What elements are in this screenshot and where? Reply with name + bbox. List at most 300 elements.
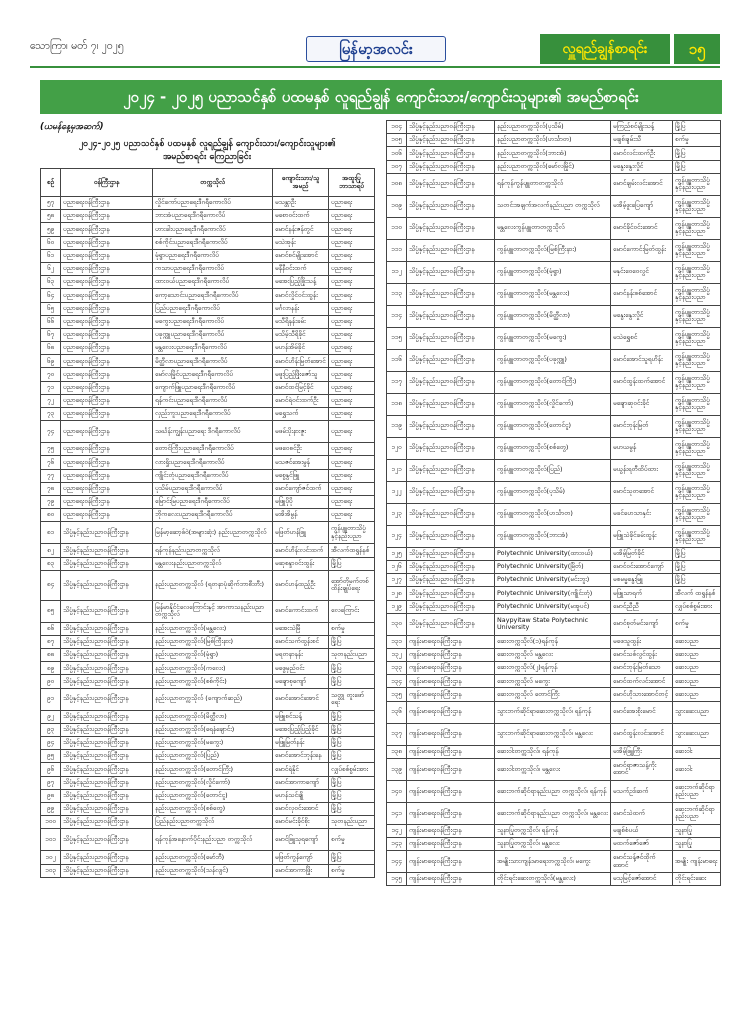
cell-university: သတင်းအချက်အလက်နည်းပညာ တက္ကသိုလ် bbox=[495, 195, 611, 217]
cell-no: ၁၀၄ bbox=[387, 121, 407, 134]
table-row bbox=[41, 342, 375, 355]
cell-major: မြို့ပြ bbox=[329, 710, 375, 723]
cell-ministry: ကျန်းမာရေးဝန်ကြီးဌာန bbox=[407, 758, 495, 780]
cell-ministry: ပညာရေးဝန်ကြီးဌာန bbox=[61, 482, 153, 495]
table-row bbox=[387, 780, 721, 802]
cell-major: ကွန်ပျူတာသိပ္ပံ နှင့်နည်းပညာ bbox=[673, 173, 721, 195]
cell-major: စက်မှု bbox=[329, 622, 375, 635]
cell-ministry: သိပ္ပံနှင့်နည်းပညာဝန်ကြီးဌာန bbox=[61, 635, 153, 648]
cell-university: နည်းပညာတက္ကသိုလ် (ကျောက်ဆည်) bbox=[153, 688, 273, 710]
cell-student: မောင်ညီညီ bbox=[611, 600, 673, 613]
left-column bbox=[40, 120, 374, 878]
cell-major: ပညာရေး bbox=[329, 223, 375, 236]
cell-student: မောင်သုတအောင် bbox=[611, 481, 673, 503]
cell-university: နည်းပညာတက္ကသိုလ်(ဘားအံ) bbox=[495, 147, 611, 160]
cell-student: မခင်ဟေသာနှင်း bbox=[611, 503, 673, 525]
cell-student: မောင်နန်းဇန်တွင် bbox=[273, 223, 329, 236]
cell-major: ကွန်ပျူတာသိပ္ပံ နှင့်နည်းပညာ bbox=[673, 437, 721, 459]
cell-university: နည်းပညာတက္ကသိုလ်(စစ်ကိုင်း) bbox=[153, 675, 273, 688]
cell-ministry: သိပ္ပံနှင့်နည်းပညာဝန်ကြီးဌာန bbox=[61, 763, 153, 776]
cell-student: မောင်ဖြူသုရကျော် bbox=[273, 829, 329, 851]
table-row bbox=[41, 802, 375, 815]
table-row bbox=[387, 547, 721, 560]
cell-major: မြို့ပြ bbox=[673, 574, 721, 587]
cell-university: Polytechnic University(ထားဝယ်) bbox=[495, 547, 611, 560]
cell-no: ၁၃၁ bbox=[387, 635, 407, 648]
cell-university: နည်းပညာတက္ကသိုလ်(တောင်ငူ) bbox=[153, 789, 273, 802]
cell-student: မောင်ဝင်းအောင်ကျော် bbox=[611, 560, 673, 573]
cell-ministry: သိပ္ပံနှင့်နည်းပညာဝန်ကြီးဌာန bbox=[407, 327, 495, 349]
cell-no: ၇၆ bbox=[41, 456, 61, 469]
col-header-university: တက္ကသိုလ် bbox=[153, 169, 273, 197]
cell-student: မသက်ဥဒ်ဆက် bbox=[611, 780, 673, 802]
cell-major: ပညာရေး bbox=[329, 381, 375, 394]
cell-major: ကွန်ပျူတာသိပ္ပံ နှင့်နည်းပညာ bbox=[673, 239, 721, 261]
cell-student: မဆုစန္ဒာဝင်းထွန်း bbox=[273, 557, 329, 570]
cell-ministry: ကျန်းမာရေးဝန်ကြီးဌာန bbox=[407, 635, 495, 648]
cell-no: ၁၀၂ bbox=[41, 851, 61, 864]
table-row bbox=[41, 276, 375, 289]
cell-major: ကွန်ပျူတာသိပ္ပံ နှင့်နည်းပညာ bbox=[673, 305, 721, 327]
cell-university: မန္တလေးပညာရေးဒီဂရီကောလိပ် bbox=[153, 342, 273, 355]
cell-ministry: သိပ္ပံနှင့်နည်းပညာဝန်ကြီးဌာန bbox=[407, 134, 495, 147]
cell-no: ၉၉ bbox=[41, 802, 61, 815]
cell-university: ကွန်ပျူတာတက္ကသိုလ်(လှိုင်ကော်) bbox=[495, 393, 611, 415]
cell-university: နည်းပညာတက္ကသိုလ်(ရေနံချောင်း) bbox=[153, 723, 273, 736]
cell-no: ၇၀ bbox=[41, 368, 61, 381]
list-heading bbox=[40, 138, 374, 164]
cell-university: မိတ္ထီလာပညာရေးဒီဂရီကောလိပ် bbox=[153, 355, 273, 368]
cell-ministry: ပညာရေးဝန်ကြီးဌာန bbox=[61, 223, 153, 236]
cell-major: သုတနည်းပညာ bbox=[329, 816, 375, 829]
cell-student: မောင်အေးစိုးမောင် bbox=[611, 701, 673, 723]
cell-major: ဆေးဝါး bbox=[673, 758, 721, 780]
cell-ministry: သိပ္ပံနှင့်နည်းပညာဝန်ကြီးဌာန bbox=[407, 195, 495, 217]
col-header-no: စဉ် bbox=[41, 169, 61, 197]
cell-ministry: ကျန်းမာရေးဝန်ကြီးဌာန bbox=[407, 851, 495, 873]
cell-major: အော်တိုမက်တစ် ထိန်းချုပ်ရေး bbox=[329, 570, 375, 600]
cell-ministry: ပညာရေးဝန်ကြီးဌာန bbox=[61, 328, 153, 341]
table-row bbox=[387, 459, 721, 481]
cell-university: တိုင်းရင်းဆေးတက္ကသိုလ်(မန္တလေး) bbox=[495, 873, 611, 886]
table-row bbox=[387, 349, 721, 371]
table-row bbox=[387, 481, 721, 503]
cell-major: ဆေးပညာ bbox=[673, 662, 721, 675]
cell-university: မန္တလေးကွန်ပျူတာတက္ကသိုလ် bbox=[495, 217, 611, 239]
cell-major: ကွန်ပျူတာသိပ္ပံ နှင့်နည်းပညာ bbox=[673, 525, 721, 547]
table-row bbox=[387, 851, 721, 873]
cell-student: မောင်အောင်ဘုန်းနေ bbox=[273, 750, 329, 763]
cell-student: မောင်ရဲဝင်းထက်ဦး bbox=[273, 394, 329, 407]
cell-major: ဆေးဘက်ဆိုင်ရာ နည်းပညာ bbox=[673, 780, 721, 802]
cell-major: ပညာရေး bbox=[329, 197, 375, 210]
cell-student: မသဇင်အေးမွန် bbox=[273, 456, 329, 469]
cell-major: ပညာရေး bbox=[329, 342, 375, 355]
table-row bbox=[387, 393, 721, 415]
cell-student: မောင်ရဲနိုင် bbox=[273, 763, 329, 776]
cell-student: မယွန်းရတီထိပ်ထား bbox=[611, 459, 673, 481]
table-row bbox=[41, 328, 375, 341]
cell-ministry: ကျန်းမာရေးဝန်ကြီးဌာန bbox=[407, 873, 495, 886]
cell-student: မောင်ဟန်ထည့်ဦး bbox=[273, 570, 329, 600]
cell-university: Polytechnic University(မအူပင်) bbox=[495, 600, 611, 613]
cell-major: ဆေးပညာ bbox=[673, 675, 721, 688]
cell-no: ၆၆ bbox=[41, 315, 61, 328]
table-header-row bbox=[41, 169, 375, 197]
cell-no: ၁၀၇ bbox=[387, 160, 407, 173]
cell-university: သင်္ဃန်းကျွန်းပညာရေး ဒီဂရီကောလိပ် bbox=[153, 421, 273, 443]
cell-student: မအိအိမွန် bbox=[273, 509, 329, 522]
table-row bbox=[41, 763, 375, 776]
table-row bbox=[387, 824, 721, 837]
cell-major: အမျိုး ကျန်းမာရေး bbox=[673, 851, 721, 873]
table-body-left bbox=[41, 197, 375, 878]
table-row bbox=[41, 662, 375, 675]
cell-student: မအိမ့်ဖြူကြီး bbox=[611, 745, 673, 758]
cell-no: ၆၄ bbox=[41, 289, 61, 302]
cell-no: ၁၀၅ bbox=[387, 134, 407, 147]
cell-student: မသန္တာဦး bbox=[273, 197, 329, 210]
cell-student: မချစ်ချမ်းသီ bbox=[611, 134, 673, 147]
cell-no: ၉၀ bbox=[41, 675, 61, 688]
table-row bbox=[41, 570, 375, 600]
cell-ministry: သိပ္ပံနှင့်နည်းပညာဝန်ကြီးဌာန bbox=[407, 217, 495, 239]
cell-student: မဖြူသဲခိုင်ခမ်းထွန်း bbox=[611, 525, 673, 547]
cell-no: ၁၁၂ bbox=[387, 261, 407, 283]
cell-university: မန္တလေးနည်းပညာတက္ကသိုလ် bbox=[153, 557, 273, 570]
cell-no: ၁၁၈ bbox=[387, 393, 407, 415]
cell-ministry: ကျန်းမာရေးဝန်ကြီးဌာန bbox=[407, 723, 495, 745]
cell-major: အီလက် ထရွန်နစ် bbox=[673, 587, 721, 600]
cell-student: မောင်သစ်လွင်ထွန်း bbox=[611, 648, 673, 661]
cell-no: ၁၂၀ bbox=[387, 437, 407, 459]
cell-ministry: သိပ္ပံနှင့်နည်းပညာဝန်ကြီးဌာန bbox=[407, 239, 495, 261]
table-row bbox=[387, 873, 721, 886]
cell-ministry: သိပ္ပံနှင့်နည်းပညာဝန်ကြီးဌာန bbox=[61, 802, 153, 815]
table-row bbox=[387, 305, 721, 327]
cell-ministry: ကျန်းမာရေးဝန်ကြီးဌာန bbox=[407, 838, 495, 851]
cell-ministry: သိပ္ပံနှင့်နည်းပညာဝန်ကြီးဌာန bbox=[61, 557, 153, 570]
cell-student: မောင်အောင်အောင် bbox=[273, 688, 329, 710]
table-row bbox=[387, 745, 721, 758]
table-body-right bbox=[387, 121, 721, 886]
cell-major: ပညာရေး bbox=[329, 408, 375, 421]
table-row bbox=[387, 600, 721, 613]
cell-major: မြို့ပြ bbox=[673, 547, 721, 560]
cell-ministry: သိပ္ပံနှင့်နည်းပညာဝန်ကြီးဌာန bbox=[61, 544, 153, 557]
table-row bbox=[387, 648, 721, 661]
awardee-table-right bbox=[386, 120, 721, 886]
cell-no: ၁၃၂ bbox=[387, 648, 407, 661]
cell-student: မချောဆုဝင်းခိုင် bbox=[611, 393, 673, 415]
cell-no: ၁၂၈ bbox=[387, 587, 407, 600]
table-row bbox=[387, 173, 721, 195]
cell-ministry: ပညာရေးဝန်ကြီးဌာန bbox=[61, 469, 153, 482]
table-row bbox=[41, 197, 375, 210]
cell-no: ၆၃ bbox=[41, 276, 61, 289]
cell-student: မောင်ဟိန်းမြတ်အောင် bbox=[273, 355, 329, 368]
cell-ministry: ပညာရေးဝန်ကြီးဌာန bbox=[61, 249, 153, 262]
cell-student: မသဲအုန်း bbox=[273, 236, 329, 249]
cell-university: မြန်မာ့ဆော့ဖ်ဝဲ(အများဆုံး) နည်းပညာတက္ကသိုလ် bbox=[153, 522, 273, 544]
cell-university: Polytechnic University(မြိတ်) bbox=[495, 560, 611, 573]
cell-student: မချစ်စံပယ် bbox=[611, 824, 673, 837]
cell-student: မောင်ကျော်ဇင်ထက် bbox=[273, 482, 329, 495]
cell-no: ၉၈ bbox=[41, 789, 61, 802]
cell-ministry: သိပ္ပံနှင့်နည်းပညာဝန်ကြီးဌာန bbox=[61, 789, 153, 802]
cell-no: ၇၁ bbox=[41, 381, 61, 394]
table-row bbox=[41, 408, 375, 421]
table-row bbox=[41, 210, 375, 223]
cell-major: သွားဆေးပညာ bbox=[673, 723, 721, 745]
cell-ministry: သိပ္ပံနှင့်နည်းပညာဝန်ကြီးဌာန bbox=[407, 481, 495, 503]
cell-no: ၇၂ bbox=[41, 394, 61, 407]
cell-student: မကြည်စင်မျိုးသန့် bbox=[611, 121, 673, 134]
cell-no: ၅၉ bbox=[41, 223, 61, 236]
table-row bbox=[41, 495, 375, 508]
cell-major: ဆေးပညာ bbox=[673, 688, 721, 701]
cell-ministry: သိပ္ပံနှင့်နည်းပညာဝန်ကြီးဌာန bbox=[407, 349, 495, 371]
cell-no: ၅၈ bbox=[41, 210, 61, 223]
cell-major: ကွန်ပျူတာသိပ္ပံ နှင့်နည်းပညာ bbox=[673, 393, 721, 415]
cell-university: လားရှိုးပညာရေးဒီဂရီကောလိပ် bbox=[153, 456, 273, 469]
cell-major: ပညာရေး bbox=[329, 394, 375, 407]
cell-student: မဟန်အိမ်ခိုင် bbox=[273, 342, 329, 355]
cell-student: မနီနီဝင်းထက် bbox=[273, 262, 329, 275]
cell-no: ၉၂ bbox=[41, 710, 61, 723]
cell-no: ၁၄၃ bbox=[387, 838, 407, 851]
cell-university: ဆေးဘက်ဆိုင်ရာနည်းပညာ တက္ကသိုလ်၊ မန္တလေး bbox=[495, 802, 611, 824]
cell-student: မောင်ဘုန်းမြတ်သော bbox=[611, 662, 673, 675]
cell-ministry: သိပ္ပံနှင့်နည်းပညာဝန်ကြီးဌာန bbox=[61, 675, 153, 688]
cell-university: နည်းပညာတက္ကသိုလ်(လှိုင်ကော်) bbox=[153, 776, 273, 789]
table-row bbox=[387, 261, 721, 283]
table-row bbox=[387, 635, 721, 648]
table-row bbox=[41, 776, 375, 789]
cell-university: သူနာပြုတက္ကသိုလ်၊ မန္တလေး bbox=[495, 838, 611, 851]
cell-university: နည်းပညာတက္ကသိုလ်(မြစ်ကြီးနား) bbox=[153, 635, 273, 648]
cell-major: သူနာပြု bbox=[673, 838, 721, 851]
cell-no: ၁၂၄ bbox=[387, 525, 407, 547]
cell-ministry: ပညာရေးဝန်ကြီးဌာန bbox=[61, 421, 153, 443]
cell-no: ၇၃ bbox=[41, 408, 61, 421]
cell-no: ၁၂၇ bbox=[387, 574, 407, 587]
cell-university: Naypyitaw State Polytechnic University bbox=[495, 613, 611, 635]
cell-student: မချောစုကျော် bbox=[273, 675, 329, 688]
table-row bbox=[41, 649, 375, 662]
cell-student: မဖြူသာရက် bbox=[611, 587, 673, 600]
cell-university: ကျိုင်းတုံပညာရေးဒီဂရီကောလိပ် bbox=[153, 469, 273, 482]
cell-major: မြို့ပြ bbox=[329, 723, 375, 736]
table-row bbox=[41, 289, 375, 302]
cell-student: မောင်လှဝင်းအောင် bbox=[273, 802, 329, 815]
cell-student: မဖဝေစင်ဦး bbox=[273, 443, 329, 456]
cell-ministry: ကျန်းမာရေးဝန်ကြီးဌာန bbox=[407, 675, 495, 688]
cell-university: ရန်ကင်းပညာရေးဒီဂရီကောလိပ် bbox=[153, 394, 273, 407]
cell-no: ၁၂၃ bbox=[387, 503, 407, 525]
cell-university: Polytechnic University(ကျိုင်းတုံ) bbox=[495, 587, 611, 600]
cell-university: နည်းပညာတက္ကသိုလ်(မော်ဘီ) bbox=[153, 851, 273, 864]
cell-no: ၉၅ bbox=[41, 750, 61, 763]
cell-major: ကွန်ပျူတာသိပ္ပံ နှင့်နည်းပညာ bbox=[673, 459, 721, 481]
cell-ministry: ပညာရေးဝန်ကြီးဌာန bbox=[61, 315, 153, 328]
cell-university: ဆေးဝါးတက္ကသိုလ်၊ ရန်ကုန် bbox=[495, 745, 611, 758]
cell-no: ၈၈ bbox=[41, 649, 61, 662]
cell-ministry: သိပ္ပံနှင့်နည်းပညာဝန်ကြီးဌာန bbox=[407, 393, 495, 415]
cell-ministry: သိပ္ပံနှင့်နည်းပညာဝန်ကြီးဌာန bbox=[61, 816, 153, 829]
cell-major: တိုင်းရင်းဆေး bbox=[673, 873, 721, 886]
cell-student: မောင်ကောင်းမြတ်ထွန်း bbox=[611, 239, 673, 261]
cell-major: စက်မှု bbox=[329, 864, 375, 877]
cell-major: ကွန်ပျူတာသိပ္ပံ နှင့်နည်းပညာ bbox=[673, 415, 721, 437]
cell-university: ကွန်ပျူတာတက္ကသိုလ်(စစ်တွေ) bbox=[495, 437, 611, 459]
cell-no: ၅၇ bbox=[41, 197, 61, 210]
cell-no: ၈၇ bbox=[41, 635, 61, 648]
cell-university: မြန်မာနိုင်ငံလေကြောင်းနှင့် အာကာသနည်းပညာတက္ကသိုလ် bbox=[153, 600, 273, 622]
table-row bbox=[387, 239, 721, 261]
cell-ministry: သိပ္ပံနှင့်နည်းပညာဝန်ကြီးဌာန bbox=[407, 283, 495, 305]
cell-major: သွားဆေးပညာ bbox=[673, 701, 721, 723]
cell-student: မသိမ့်သီရိခိုင် bbox=[273, 328, 329, 341]
cell-no: ၁၃၀ bbox=[387, 613, 407, 635]
table-row bbox=[41, 675, 375, 688]
cell-major: ကွန်ပျူတာသိပ္ပံ နှင့်နည်းပညာ bbox=[673, 481, 721, 503]
cell-no: ၇၈ bbox=[41, 482, 61, 495]
cell-major: ပညာရေး bbox=[329, 355, 375, 368]
cell-ministry: သိပ္ပံနှင့်နည်းပညာဝန်ကြီးဌာန bbox=[407, 587, 495, 600]
cell-no: ၁၄၀ bbox=[387, 780, 407, 802]
cell-student: မနွေးနွေးလှိုင် bbox=[611, 305, 673, 327]
cell-no: ၈၃ bbox=[41, 557, 61, 570]
cell-ministry: သိပ္ပံနှင့်နည်းပညာဝန်ကြီးဌာန bbox=[407, 560, 495, 573]
cell-no: ၁၀၁ bbox=[41, 829, 61, 851]
cell-ministry: ပညာရေးဝန်ကြီးဌာန bbox=[61, 236, 153, 249]
cell-student: မဖြတ်ဟန်ဖြူ bbox=[273, 522, 329, 544]
cell-no: ၁၂၁ bbox=[387, 459, 407, 481]
cell-university: ဘိုကလေးပညာရေးဒီဂရီကောလိပ် bbox=[153, 509, 273, 522]
cell-major: မြို့ပြ bbox=[673, 147, 721, 160]
cell-student: မောင်သဲထက် bbox=[611, 802, 673, 824]
cell-major: ကွန်ပျူတာသိပ္ပံ နှင့်နည်းပညာ bbox=[673, 503, 721, 525]
cell-ministry: ကျန်းမာရေးဝန်ကြီးဌာန bbox=[407, 662, 495, 675]
table-row bbox=[41, 622, 375, 635]
cell-no: ၁၄၅ bbox=[387, 873, 407, 886]
cell-ministry: သိပ္ပံနှင့်နည်းပညာဝန်ကြီးဌာန bbox=[61, 750, 153, 763]
table-row bbox=[387, 613, 721, 635]
cell-university: ကွန်ပျူတာတက္ကသိုလ်(ပုသိမ်) bbox=[495, 481, 611, 503]
table-row bbox=[41, 829, 375, 851]
title-banner: ၂၀၂၄ - ၂၀၂၅ ပညာသင်နှစ် ပထမနှစ် လူရည်ချွန် ကျောင်းသား/ကျောင်းသူများ၏ အမည်စာရင်း bbox=[40, 80, 722, 114]
cell-student: မောင်စင်မျိုးအောင် bbox=[273, 249, 329, 262]
cell-university: ကွန်ပျူတာတက္ကသိုလ်(ဟင်္သာတ) bbox=[495, 503, 611, 525]
cell-ministry: ကျန်းမာရေးဝန်ကြီးဌာန bbox=[407, 688, 495, 701]
cell-major: ဆေးဘက်ဆိုင်ရာ နည်းပညာ bbox=[673, 802, 721, 824]
cell-ministry: ပညာရေးဝန်ကြီးဌာန bbox=[61, 456, 153, 469]
cell-no: ၆၅ bbox=[41, 302, 61, 315]
cell-major: မြို့ပြ bbox=[329, 750, 375, 763]
cell-no: ၁၀၉ bbox=[387, 195, 407, 217]
table-row bbox=[387, 147, 721, 160]
cell-major: ဆေးပညာ bbox=[673, 635, 721, 648]
table-row bbox=[387, 503, 721, 525]
table-row bbox=[387, 371, 721, 393]
cell-ministry: ကျန်းမာရေးဝန်ကြီးဌာန bbox=[407, 802, 495, 824]
cell-student: မောင်ချမ်းလင်းအောင် bbox=[611, 173, 673, 195]
cell-university: နည်းပညာတက္ကသိုလ်(မိတ္ထီလာ) bbox=[153, 710, 273, 723]
cell-no: ၁၀၈ bbox=[387, 173, 407, 195]
cell-no: ၁၀၆ bbox=[387, 147, 407, 160]
table-row bbox=[41, 816, 375, 829]
cell-no: ၁၁၉ bbox=[387, 415, 407, 437]
table-row bbox=[41, 236, 375, 249]
cell-university: ဆေးတက္ကသိုလ် မကွေး bbox=[495, 675, 611, 688]
cell-ministry: ကျန်းမာရေးဝန်ကြီးဌာန bbox=[407, 701, 495, 723]
cell-major: ပညာရေး bbox=[329, 509, 375, 522]
cell-ministry: သိပ္ပံနှင့်နည်းပညာဝန်ကြီးဌာန bbox=[407, 415, 495, 437]
cell-university: လှိုင်ကော်ပညာရေးဒီဂရီကောလိပ် bbox=[153, 197, 273, 210]
table-row bbox=[387, 160, 721, 173]
cell-ministry: ပညာရေးဝန်ကြီးဌာန bbox=[61, 210, 153, 223]
cell-no: ၁၂၆ bbox=[387, 560, 407, 573]
cell-no: ၈၆ bbox=[41, 622, 61, 635]
table-row bbox=[387, 701, 721, 723]
header-divider bbox=[30, 66, 720, 68]
cell-student: မောင်ခိုင်ဝင်းအောင် bbox=[611, 217, 673, 239]
cell-university: တောင်ကြီးပညာရေးဒီဂရီကောလိပ် bbox=[153, 443, 273, 456]
cell-university: Polytechnic University(မင်းဘူး) bbox=[495, 574, 611, 587]
cell-student: မနှင်းဝေဝေလွင် bbox=[611, 261, 673, 283]
table-row bbox=[41, 522, 375, 544]
cell-university: ထားဝယ်ပညာရေးဒီဂရီကောလိပ် bbox=[153, 276, 273, 289]
table-row bbox=[41, 302, 375, 315]
cell-ministry: သိပ္ပံနှင့်နည်းပညာဝန်ကြီးဌာန bbox=[407, 437, 495, 459]
cell-major: ကွန်ပျူတာသိပ္ပံ နှင့်နည်းပညာ bbox=[673, 327, 721, 349]
cell-ministry: ပညာရေးဝန်ကြီးဌာန bbox=[61, 368, 153, 381]
cell-major: မြို့ပြ bbox=[329, 851, 375, 864]
cell-university: ဟားခါးပညာရေးဒီဂရီကောလိပ် bbox=[153, 223, 273, 236]
cell-no: ၈၉ bbox=[41, 662, 61, 675]
cell-ministry: သိပ္ပံနှင့်နည်းပညာဝန်ကြီးဌာန bbox=[61, 688, 153, 710]
table-row bbox=[387, 723, 721, 745]
issue-date: သောကြာ၊ မတ် ၇၊ ၂၀၂၅ bbox=[30, 40, 124, 52]
cell-major: မြို့ပြ bbox=[329, 635, 375, 648]
cell-no: ၁၁၁ bbox=[387, 239, 407, 261]
cell-no: ၁၃၆ bbox=[387, 701, 407, 723]
cell-university: ပုသိမ်ပညာရေးဒီဂရီကောလိပ် bbox=[153, 482, 273, 495]
cell-major: လျှပ်စစ်စွမ်းအား bbox=[329, 763, 375, 776]
table-row bbox=[41, 635, 375, 648]
cell-student: မဖူးပြည့်ဖြိုးဇော်သူ bbox=[273, 368, 329, 381]
table-row bbox=[387, 574, 721, 587]
col-header-major: အထူးပြု ဘာသာရပ် bbox=[329, 169, 375, 197]
cell-student: မစောဝင်းထက် bbox=[273, 210, 329, 223]
cell-no: ၁၃၈ bbox=[387, 745, 407, 758]
cell-student: မောင်ဘုန်းမြတ် bbox=[611, 415, 673, 437]
cell-no: ၈၄ bbox=[41, 570, 61, 600]
cell-no: ၆၇ bbox=[41, 328, 61, 341]
cell-student: မဖေသူထွန်း bbox=[611, 635, 673, 648]
cell-student: မောင်လင်းထက်ဦး bbox=[611, 147, 673, 160]
cell-ministry: သိပ္ပံနှင့်နည်းပညာဝန်ကြီးဌာန bbox=[407, 574, 495, 587]
cell-university: မုံရွာပညာရေးဒီဂရီကောလိပ် bbox=[153, 249, 273, 262]
cell-ministry: သိပ္ပံနှင့်နည်းပညာဝန်ကြီးဌာန bbox=[407, 459, 495, 481]
newspaper-logo: မြန်မာ့အလင်း bbox=[306, 36, 446, 62]
cell-student: မစမမ္မနွေးမြူ bbox=[611, 574, 673, 587]
cell-university: ကော့သောင်းပညာရေးဒီဂရီကောလိပ် bbox=[153, 289, 273, 302]
cell-no: ၆၁ bbox=[41, 249, 61, 262]
page-number: ၁၅ bbox=[674, 34, 720, 64]
cell-no: ၁၄၁ bbox=[387, 802, 407, 824]
